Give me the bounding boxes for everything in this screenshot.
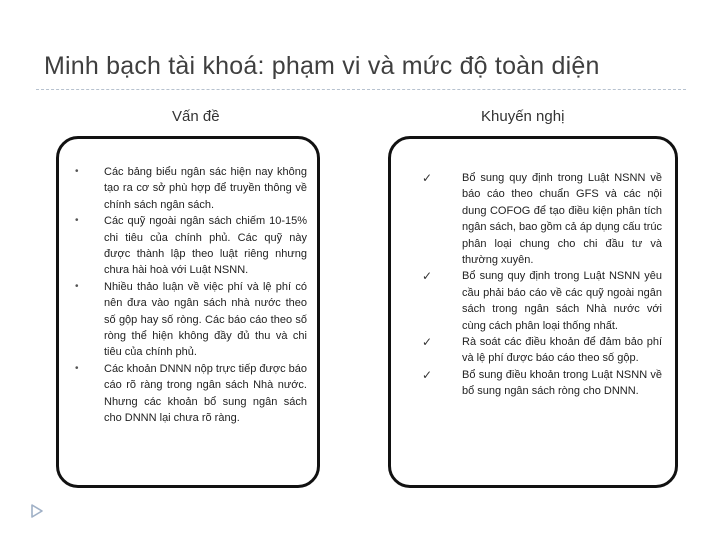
recommendations-list xyxy=(422,170,662,400)
issue-item xyxy=(75,279,307,361)
issue-item xyxy=(75,361,307,427)
issue-item xyxy=(75,213,307,279)
issues-heading: Vấn đề xyxy=(172,108,220,125)
slide-title: Minh bạch tài khoá: phạm vi và mức độ toàn diện xyxy=(44,52,600,80)
issue-text: Các bảng biểu ngân sác hiện nay không tạo ra cơ sở phù hợp để truyền thông về chính sách ngân sách. xyxy=(104,166,307,211)
recommendation-item xyxy=(422,170,662,268)
recommendation-item xyxy=(422,268,662,334)
issues-list xyxy=(75,164,307,427)
issue-text: Các quỹ ngoài ngân sách chiếm 10-15% chi tiêu của chính phủ. Các quỹ này được thành lập theo luật riêng nhưng chưa hài hoà với Luật NSNN. xyxy=(104,215,307,277)
bullet-icon: • xyxy=(75,280,79,292)
checkmark-icon: ✓ xyxy=(422,171,433,185)
title-divider xyxy=(36,89,686,90)
bullet-icon: • xyxy=(75,362,79,374)
bullet-icon: • xyxy=(75,215,79,227)
checkmark-icon: ✓ xyxy=(422,335,433,350)
issue-text: Các khoản DNNN nộp trực tiếp được báo cáo rõ ràng trong ngân sách Nhà nước. Nhưng các khoản bổ sung ngân sách cho DNNN lại chưa rõ ràng. xyxy=(104,362,307,425)
recommendation-text: Bổ sung quy định trong Luật NSNN yêu cầu phải báo cáo về các quỹ ngoài ngân sách trong ngân sách Nhà nước với cùng cách phân loại thống nhất. xyxy=(462,270,662,332)
recommendation-item xyxy=(422,334,662,367)
recommendations-heading: Khuyến nghị xyxy=(481,108,565,125)
issue-item xyxy=(75,164,307,213)
play-triangle-icon[interactable] xyxy=(30,504,44,518)
recommendation-item xyxy=(422,367,662,400)
recommendation-text: Bổ sung điều khoản trong Luật NSNN về bổ sung ngân sách ròng cho DNNN. xyxy=(462,368,662,398)
checkmark-icon: ✓ xyxy=(422,269,433,284)
bullet-icon: • xyxy=(75,166,79,177)
recommendation-text: Rà soát các điều khoản để đảm bảo phí và lệ phí được báo cáo theo số gộp. xyxy=(462,336,662,365)
recommendation-text: Bổ sung quy định trong Luật NSNN về báo cáo theo chuẩn GFS và các nội dung COFOG để tạo điều kiện phân tích ngân sách, bao gồm cả áp dụng cấu trúc phân loại chung cho chi đầu tư và thường xuyên. xyxy=(462,172,662,267)
checkmark-icon: ✓ xyxy=(422,367,433,382)
issue-text: Nhiều thảo luận về việc phí và lệ phí có nên đưa vào ngân sách nhà nước theo số gộp hay số ròng. Các báo cáo theo số ròng thể hiện không đầy đủ thu và chi tiêu của chính phủ. xyxy=(104,280,307,359)
